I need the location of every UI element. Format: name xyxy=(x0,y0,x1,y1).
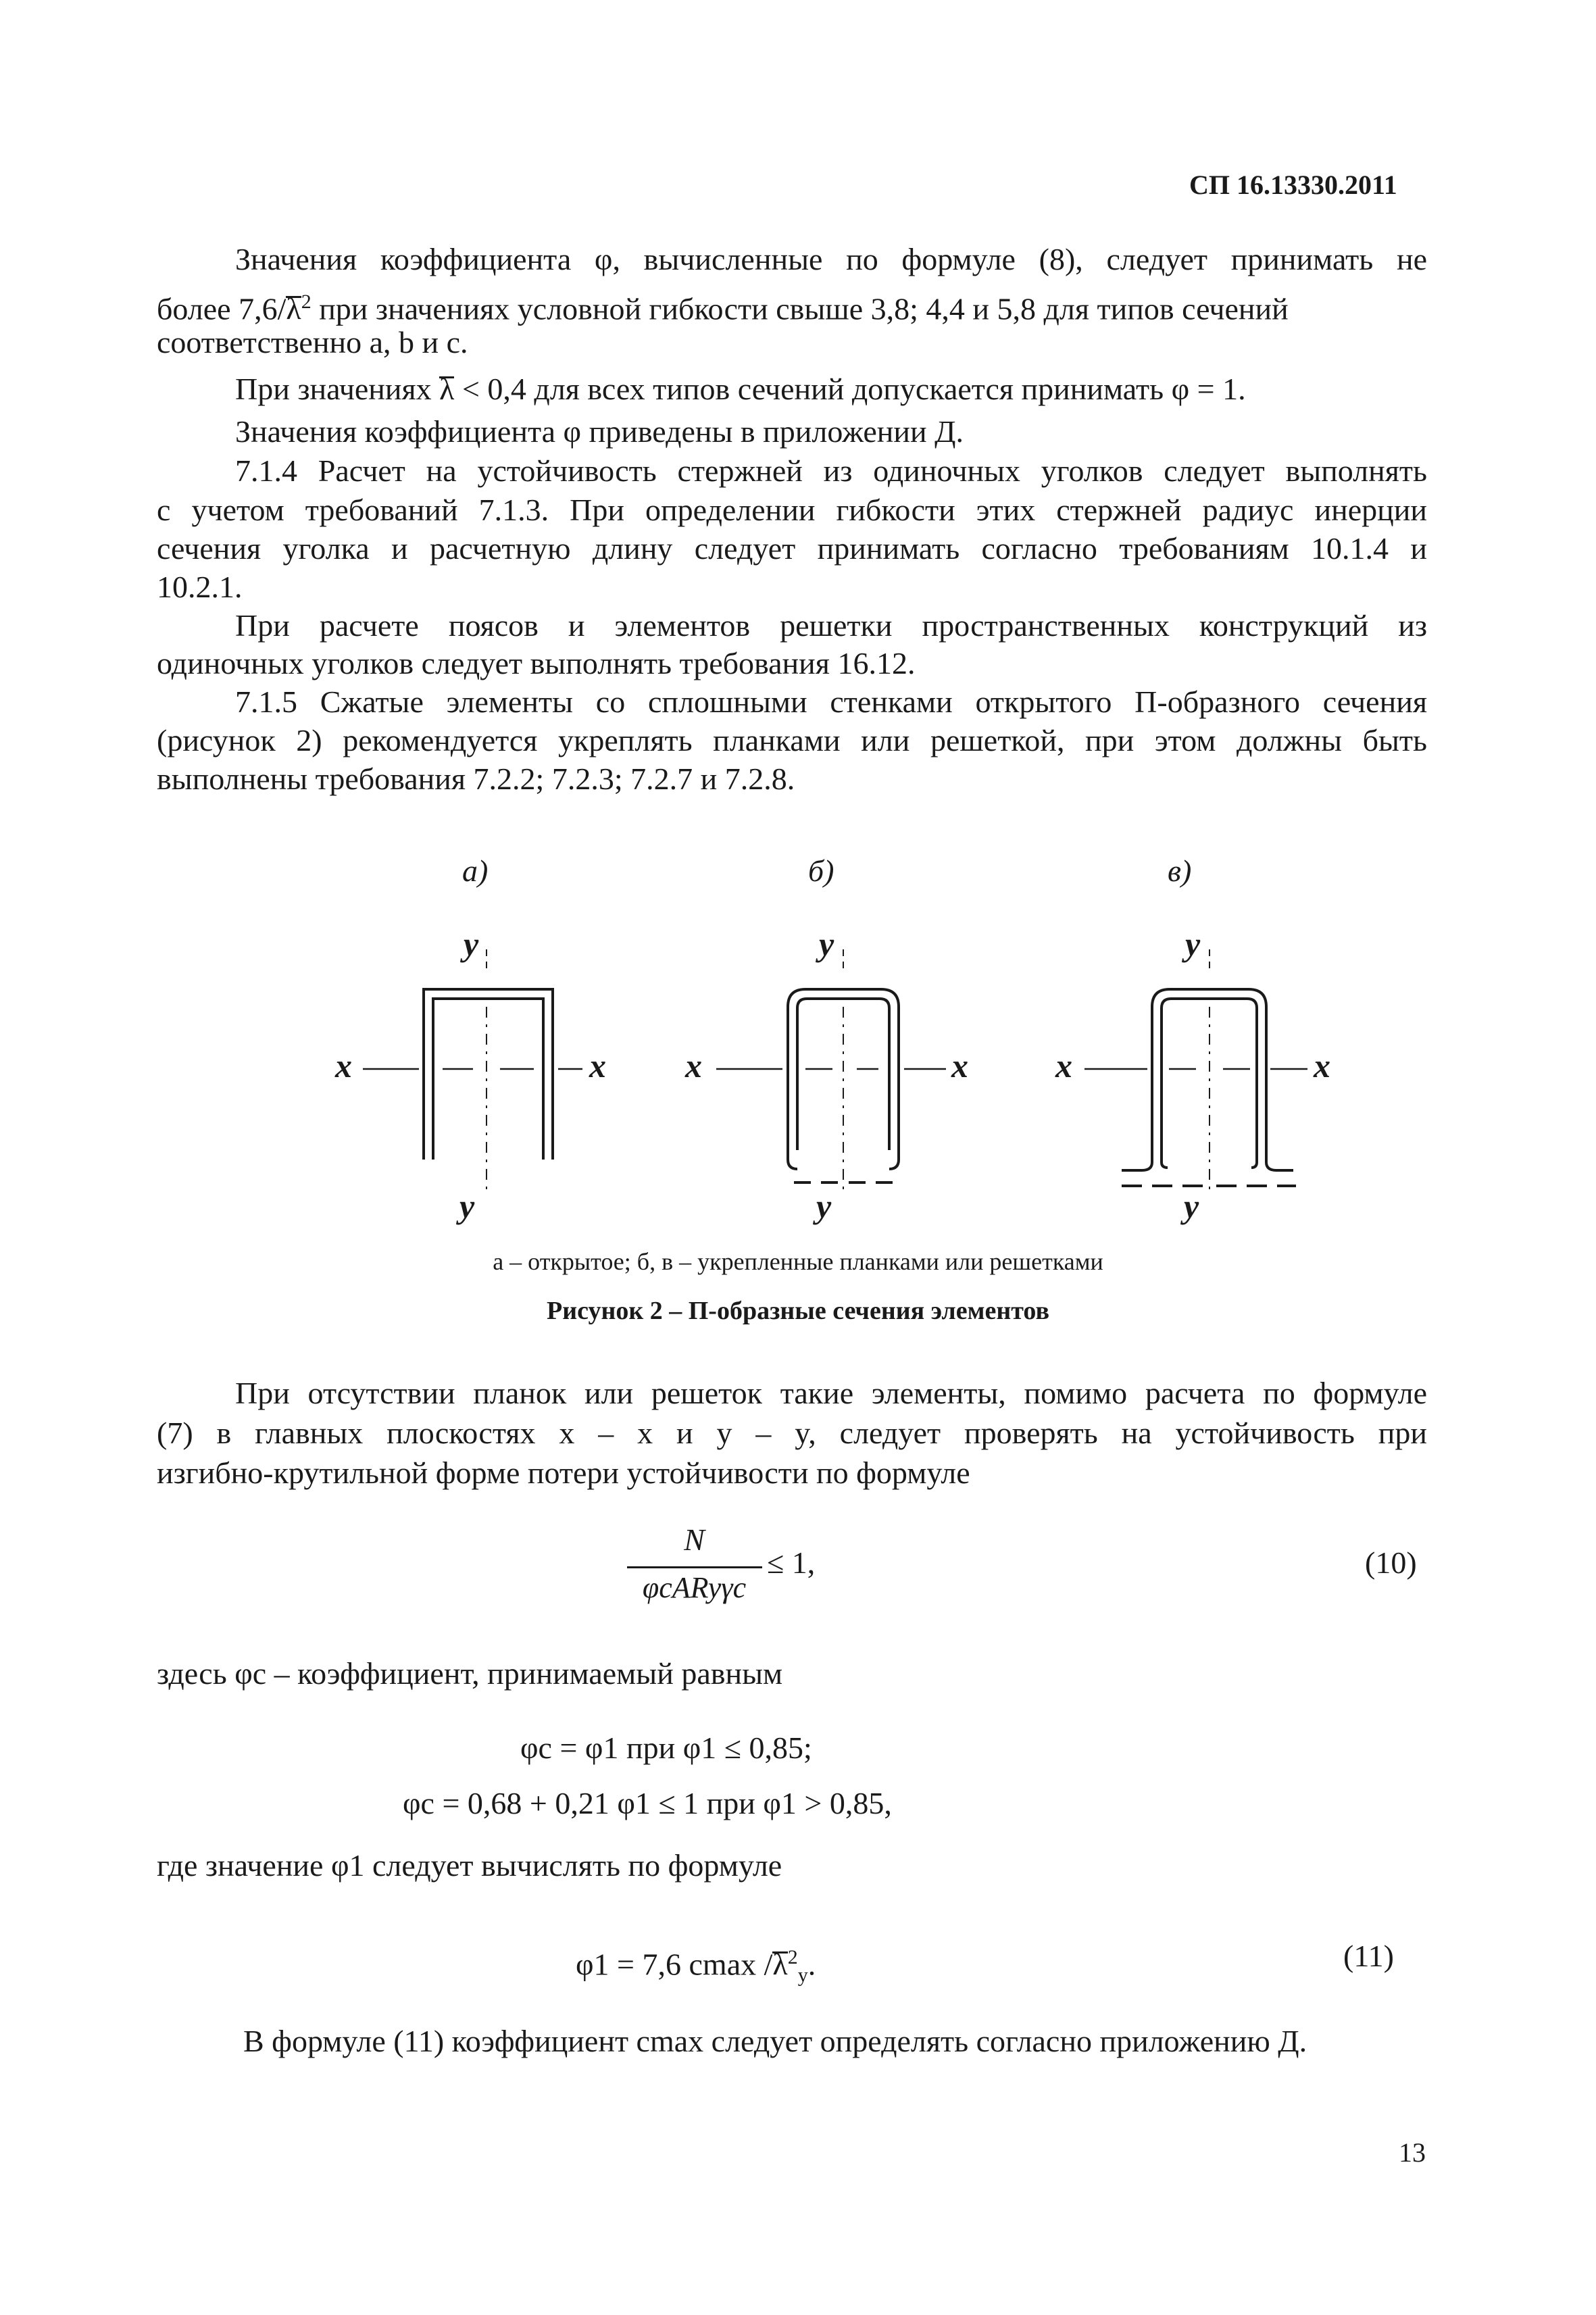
eq11-end: . xyxy=(807,1947,816,1982)
para3: Значения коэффициента φ приведены в приложении Д. xyxy=(235,414,964,449)
eq11-sub: y xyxy=(797,1964,808,1987)
condition-2: φc = 0,68 + 0,21 φ1 ≤ 1 при φ1 > 0,85, xyxy=(403,1786,892,1820)
para4-line3: сечения уголка и расчетную длину следует принимать согласно требованиям 10.1.4 и xyxy=(157,531,1427,566)
axis-x-left-b: x xyxy=(685,1047,702,1085)
para9: где значение φ1 следует вычислять по формуле xyxy=(157,1848,782,1883)
para1-line2-d: при значениях условной гибкости свыше 3,8; 4,4 и 5,8 для типов сечений xyxy=(311,291,1289,326)
eq10-fraction-bar xyxy=(627,1566,762,1568)
lambda-bar: λ xyxy=(286,289,301,328)
axis-x-right-a: x xyxy=(589,1047,606,1085)
figure-label-b: б) xyxy=(808,853,834,888)
page-number: 13 xyxy=(1399,2137,1426,2168)
equation-11 xyxy=(576,1938,816,1995)
section-v xyxy=(1084,949,1307,1196)
para1-line1: Значения коэффициента φ, вычисленные по формуле (8), следует принимать не xyxy=(235,242,1427,276)
para5-line2: одиночных уголков следует выполнять требования 16.12. xyxy=(157,646,916,680)
axis-x-left-a: x xyxy=(335,1047,352,1085)
axis-x-left-v: x xyxy=(1055,1047,1072,1085)
para5-line1: При расчете поясов и элементов решетки пространственных конструкций из xyxy=(235,608,1427,643)
axis-y-bottom-a: y xyxy=(459,1187,475,1225)
para6-line1: 7.1.5 Сжатые элементы со сплошными стенками открытого П-образного сечения xyxy=(235,684,1427,719)
para1-line2-a: более 7,6/ xyxy=(157,291,286,326)
axis-y-top-v: y xyxy=(1185,925,1201,963)
axis-y-bottom-v: y xyxy=(1184,1187,1199,1225)
para1-line3: соответственно a, b и c. xyxy=(157,325,468,359)
axis-y-top-b: y xyxy=(819,925,834,963)
lambda-bar: λ xyxy=(439,370,454,409)
para7-line3: изгибно-крутильной форме потери устойчивости по формуле xyxy=(157,1455,970,1490)
figure-label-a: a) xyxy=(462,853,489,888)
section-b xyxy=(716,949,946,1196)
para6-line2: (рисунок 2) рекомендуется укреплять планками или решеткой, при этом должны быть xyxy=(157,723,1427,757)
para6-line3: выполнены требования 7.2.2; 7.2.3; 7.2.7 и 7.2.8. xyxy=(157,762,795,796)
para4-line4: 10.2.1. xyxy=(157,570,243,604)
document-code: СП 16.13330.2011 xyxy=(1189,170,1397,200)
lambda-bar: λ xyxy=(772,1945,787,1984)
axis-x-right-b: x xyxy=(951,1047,968,1085)
figure-label-v: в) xyxy=(1168,853,1192,888)
axis-y-top-a: y xyxy=(464,925,479,963)
para7-line2: (7) в главных плоскостях x – x и y – y, следует проверять на устойчивость при xyxy=(157,1416,1427,1450)
eq11-number: (11) xyxy=(1343,1939,1394,1973)
eq10-denominator: φcARyγc xyxy=(642,1571,747,1604)
para2-b: < 0,4 для всех типов сечений допускается принимать φ = 1. xyxy=(454,372,1246,406)
para8: здесь φc – коэффициент, принимаемый равным xyxy=(157,1656,783,1691)
section-a xyxy=(363,949,582,1189)
para4-line2: с учетом требований 7.1.3. При определении гибкости этих стержней радиус инерции xyxy=(157,493,1427,527)
eq11-power: 2 xyxy=(787,1946,798,1968)
axis-x-right-v: x xyxy=(1314,1047,1330,1085)
para4-line1: 7.1.4 Расчет на устойчивость стержней из одиночных уголков следует выполнять xyxy=(235,453,1427,488)
para7-line1: При отсутствии планок или решеток такие элементы, помимо расчета по формуле xyxy=(235,1376,1427,1410)
para10: В формуле (11) коэффициент cmax следует определять согласно приложению Д. xyxy=(243,2024,1307,2058)
axis-y-bottom-b: y xyxy=(816,1187,832,1225)
para2-a: При значениях xyxy=(235,372,440,406)
lambda-power: 2 xyxy=(301,291,311,313)
figure-caption-key: а – открытое; б, в – укрепленные планками или решетками xyxy=(493,1248,1103,1275)
figure-caption-title: Рисунок 2 – П-образные сечения элементов xyxy=(546,1297,1049,1325)
eq10-rhs: ≤ 1, xyxy=(767,1545,816,1580)
eq10-number: (10) xyxy=(1365,1545,1417,1580)
eq11-lhs: φ1 = 7,6 cmax / xyxy=(576,1947,773,1982)
eq10-numerator: N xyxy=(684,1522,705,1557)
condition-1: φc = φ1 при φ1 ≤ 0,85; xyxy=(520,1731,812,1765)
